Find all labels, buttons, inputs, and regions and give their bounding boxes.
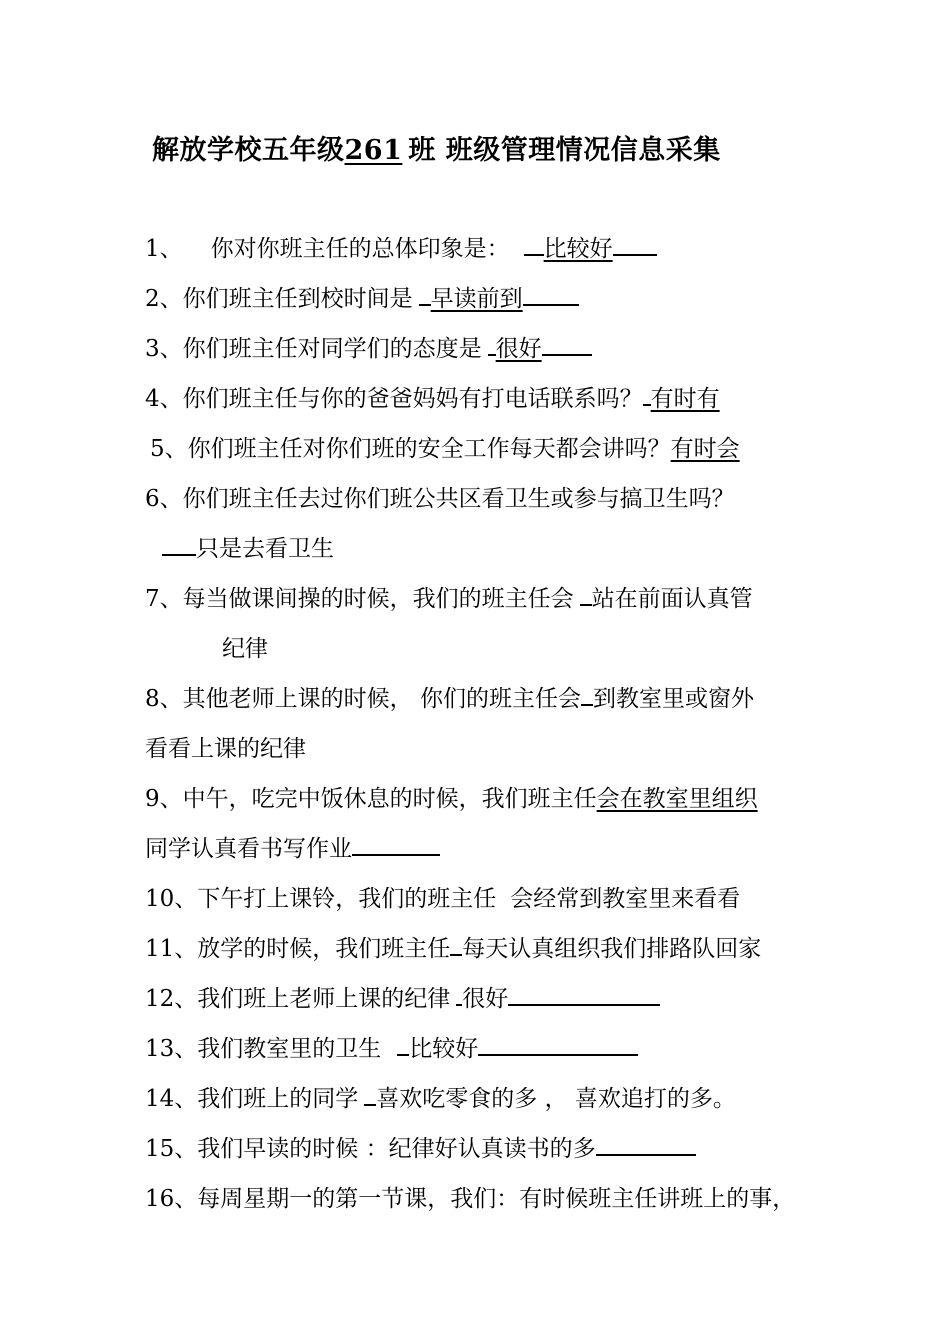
item-question: 我们班上老师上课的纪律 bbox=[197, 986, 451, 1012]
question-item-8 bbox=[145, 684, 754, 714]
item-answer-line1: 站在前面认真管 bbox=[591, 586, 753, 612]
item-number: 12、 bbox=[145, 986, 198, 1012]
question-item-1 bbox=[145, 234, 657, 264]
item-answer: 比较好 bbox=[409, 1036, 479, 1062]
item-number: 2、 bbox=[145, 286, 183, 312]
item-question: 其他老师上课的时候， 你们的班主任会 bbox=[182, 686, 581, 712]
item-answer: 很好 bbox=[462, 986, 509, 1012]
question-item-6-answer-line bbox=[162, 534, 334, 564]
item-answer: 很好 bbox=[495, 336, 542, 362]
question-item-11 bbox=[145, 934, 761, 964]
document-title bbox=[152, 128, 721, 167]
item-answer: 每天认真组织我们排路队回家 bbox=[462, 936, 762, 962]
item-number: 1、 bbox=[145, 236, 183, 262]
item-answer: 有时候班主任讲班上的事， bbox=[519, 1186, 796, 1212]
item-question: 每当做课间操的时候，我们的班主任会 bbox=[182, 586, 574, 612]
question-item-9 bbox=[145, 784, 758, 814]
item-number: 8、 bbox=[145, 686, 183, 712]
item-question: 你们班主任到校时间是 bbox=[182, 286, 413, 312]
item-question: 中午，吃完中饭休息的时候，我们班主任 bbox=[182, 786, 597, 812]
item-question: 每周星期一的第一节课，我们： bbox=[197, 1186, 520, 1212]
item-number: 4、 bbox=[145, 386, 183, 412]
question-item-7 bbox=[145, 584, 753, 614]
item-number: 14、 bbox=[145, 1086, 198, 1112]
question-item-9-continuation bbox=[145, 834, 440, 864]
item-number: 9、 bbox=[145, 786, 183, 812]
item-answer: 比较好 bbox=[543, 236, 613, 262]
item-question: 我们教室里的卫生 bbox=[197, 1036, 382, 1062]
question-item-16 bbox=[145, 1184, 795, 1214]
item-answer: 纪律好认真读书的多 bbox=[388, 1136, 596, 1162]
item-question: 我们早读的时候 ： bbox=[197, 1136, 389, 1162]
question-item-8-continuation bbox=[145, 734, 306, 764]
item-answer: 只是去看卫生 bbox=[196, 536, 334, 562]
item-number: 15、 bbox=[145, 1136, 198, 1162]
item-number: 7、 bbox=[145, 586, 183, 612]
title-part1: 解放学校五年级 bbox=[152, 135, 345, 166]
item-question: 你对你班主任的总体印象是： bbox=[210, 236, 510, 262]
item-number: 10、 bbox=[145, 886, 198, 912]
item-answer: 喜欢吃零食的多 ， 喜欢追打的多。 bbox=[376, 1086, 736, 1112]
question-item-3 bbox=[145, 334, 592, 364]
item-answer: 有时有 bbox=[650, 386, 720, 412]
item-question: 你们班主任与你的爸爸妈妈有打电话联系吗？ bbox=[182, 386, 643, 412]
item-answer-line2: 看看上课的纪律 bbox=[145, 736, 306, 762]
item-question: 你们班主任去过你们班公共区看卫生或参与搞卫生吗？ bbox=[182, 486, 735, 512]
item-number: 13、 bbox=[145, 1036, 198, 1062]
item-answer: 有时会 bbox=[670, 436, 740, 462]
question-item-13 bbox=[145, 1034, 638, 1064]
question-item-7-continuation bbox=[222, 634, 268, 664]
item-question: 下午打上课铃，我们的班主任 bbox=[197, 886, 497, 912]
title-part2: 班 班级管理情况信息采集 bbox=[408, 135, 721, 166]
item-number: 6、 bbox=[145, 486, 183, 512]
question-item-5 bbox=[150, 434, 740, 464]
question-item-10 bbox=[145, 884, 740, 914]
item-question: 你们班主任对你们班的安全工作每天都会讲吗？ bbox=[187, 436, 671, 462]
item-question: 放学的时候，我们班主任 bbox=[197, 936, 451, 962]
item-question: 我们班上的同学 bbox=[197, 1086, 359, 1112]
question-item-4 bbox=[145, 384, 720, 414]
item-answer: 会经常到教室里来看看 bbox=[510, 886, 741, 912]
item-number: 16、 bbox=[145, 1186, 198, 1212]
item-number: 11、 bbox=[145, 936, 198, 962]
question-item-15 bbox=[145, 1134, 696, 1164]
item-answer: 早读前到 bbox=[430, 286, 523, 312]
question-item-12 bbox=[145, 984, 660, 1014]
item-number: 3、 bbox=[145, 336, 183, 362]
item-question: 你们班主任对同学们的态度是 bbox=[182, 336, 482, 362]
item-answer-line2: 同学认真看书写作业 bbox=[145, 836, 352, 862]
item-answer-line1: 会在教室里组织 bbox=[596, 786, 758, 812]
question-item-2 bbox=[145, 284, 579, 314]
item-answer-line1: 到教室里或窗外 bbox=[592, 686, 754, 712]
title-class-number: 261 bbox=[344, 135, 403, 166]
question-item-6 bbox=[145, 484, 735, 514]
item-answer-line2: 纪律 bbox=[222, 636, 268, 662]
question-item-14 bbox=[145, 1084, 736, 1114]
item-number: 5、 bbox=[150, 436, 188, 462]
